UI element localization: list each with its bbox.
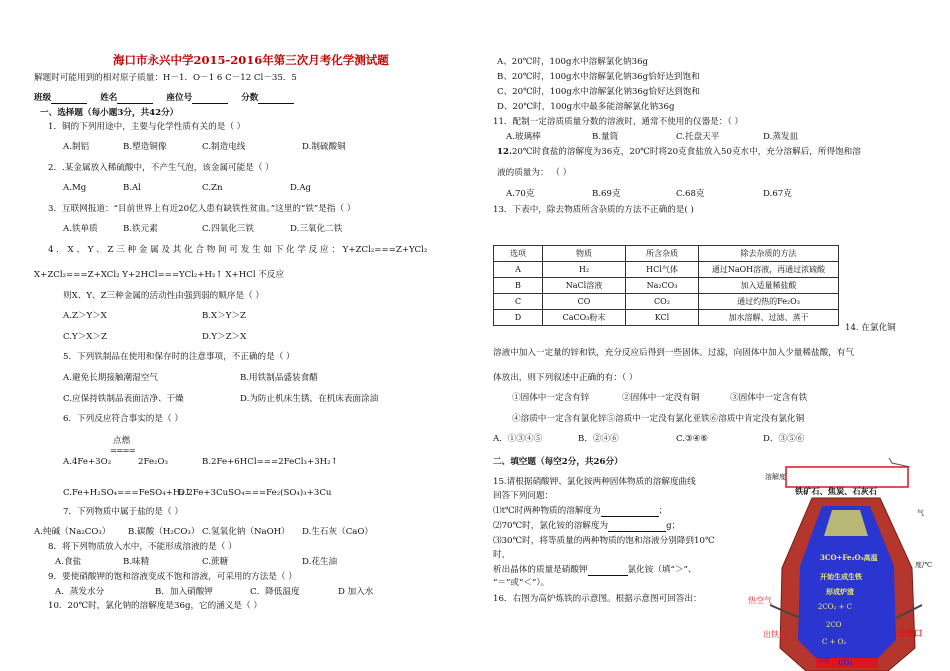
q10-option-c: C、20℃时，100g水中溶解氯化钠36g恰好达到饱和 [497,87,700,97]
slag-outlet-label: 出渣口 [897,629,923,639]
figure-bottom-co2: CO₂ [838,658,853,667]
q1-option-c: C.制造电线 [202,142,246,152]
hot-air-label: 热空气 [748,596,772,605]
table-cell: H₂ [543,262,626,278]
name-blank[interactable] [117,94,153,104]
q1-option-b: B.塑造铜像 [123,142,167,152]
q2-option-d: D.Ag [290,183,312,193]
q15-part2-text: ⑵70℃时，氯化铵的溶解度为 [493,521,609,531]
iron-outlet-label: 出铁口 [763,630,787,639]
q10-option-b: B、20℃时，100g水中溶解氯化钠36g恰好达到饱和 [497,72,700,82]
furnace-reaction-3: 形成炉渣 [826,587,854,596]
q8-option-a: A.食盐 [55,557,82,567]
furnace-reaction-1: 3CO+Fe₂O₃高温 [820,553,878,562]
q7-option-c: C.氢氧化钠（NaOH） [202,527,290,537]
q15-part3-text: 析出晶体的质量是硝酸钾 [493,565,588,575]
q15-part3-options: “＝”或“＜”）。 [493,578,550,588]
q4-option-a: A.Z＞Y＞X [63,311,107,321]
table-cell: CO [543,294,626,310]
q1-option-a: A.制铝 [63,142,90,152]
q12-stem [497,147,861,158]
q6-option-d: D.2Fe+3CuSO₄===Fe₂(SO₄)₃+3Cu [178,488,332,498]
table-row [494,262,839,278]
q11-option-c: C.托盘天平 [676,132,720,142]
q14-line1: 溶液中加入一定量的锌和铁，充分反应后得到一些固体。过滤，向固体中加入少量稀盐酸，有气 [493,348,854,358]
q3-option-c: C.四氧化三铁 [202,224,254,234]
q14-item-3: ③固体中一定含有铁 [730,393,808,403]
q4-option-c: C.Y＞X＞Z [63,332,107,342]
atomic-mass-note: 解题时可能用到的相对原子质量：H－1．O－1 6 C－12 Cl－35．5 [34,73,297,83]
figure-label-temperature: 度/℃ [915,561,933,569]
field-name: 姓名 [100,93,118,103]
q7-option-d: D.生石灰（CaO） [302,527,374,537]
q14-option-a: A．①③④⑤ [493,434,543,444]
q6-equals-sign: ==== [110,446,135,456]
q4-line2: X+ZCl₂===Z+XCl₂ Y+2HCl===YCl₂+H₂↑ X+HCl 不反应 [34,270,285,280]
q11-option-a: A.玻璃棒 [506,132,541,142]
q15-part3-cont: 时， [493,550,511,560]
q7-option-a: A.纯碱（Na₂CO₃） [34,527,111,537]
q4-option-b: B.X＞Y＞Z [202,311,246,321]
header-cell: 所含杂质 [626,246,699,262]
q8-option-c: C.蔗糖 [202,557,229,567]
q6-option-c: C.Fe+H₂SO₄===FeSO₄+H₂↑ [63,488,191,498]
q14-option-d: D．③⑤⑥ [763,434,805,444]
furnace-reaction-6: C + O₂ [822,638,847,646]
header-cell: 除去杂质的方法 [699,246,839,262]
figure-bottom-ignite: 点燃 [818,657,831,664]
table-cell: D [494,310,543,326]
q12-number: 12. [497,147,512,157]
q6-option-a-product: 2Fe₂O₃ [138,457,168,467]
table-cell: A [494,262,543,278]
q8-stem: 8．将下列物质放入水中，不能形成溶液的是（ ） [48,542,237,552]
q15-blank-2[interactable] [608,522,666,532]
q3-stem: 3．互联网报道：“目前世界上有近20亿人患有缺铁性贫血。”这里的“铁”是指（ ） [48,204,356,214]
field-score: 分数 [241,93,259,103]
header-cell: 物质 [543,246,626,262]
seat-blank[interactable] [192,94,228,104]
table-cell: CO₂ [626,294,699,310]
q15-part3-hint: 氯化铵（填“＞”、 [627,565,697,575]
table-cell: CaCO₃粉末 [543,310,626,326]
q9-stem: 9．要使硝酸钾的饱和溶液变成不饱和溶液，可采用的方法是（ ） [48,572,297,582]
gas-outlet-pipe [888,458,910,467]
section1-heading: 一、选择题（每小题3分，共42分） [40,108,179,118]
q12-line2: 液的质量为： （ ） [497,168,572,178]
q1-option-d: D.制硫酸铜 [302,142,346,152]
q14-option-c: C.③④⑥ [676,434,709,444]
table-cell: 加入适量稀盐酸 [699,278,839,294]
table-row [494,294,839,310]
field-class: 班级 [34,93,52,103]
q5-option-a: A.避免长期接触潮湿空气 [63,373,158,383]
q15-line2: 回答下列问题： [493,491,554,501]
q9-option-a: A．蒸发水分 [55,587,105,597]
q5-option-b: B.用铁制品盛装食醋 [240,373,318,383]
q2-option-b: B.Al [123,183,142,193]
top-input-box [786,467,908,487]
q14-item-1: ①固体中一定含有锌 [512,393,590,403]
q14-option-b: B．②④⑥ [578,434,619,444]
q5-option-d: D.为防止机床生锈，在机床表面涂油 [240,394,379,404]
q4-option-d: D.Y＞Z＞X [202,332,247,342]
q15-part2-unit: g； [666,521,681,531]
q11-option-b: B.量筒 [592,132,619,142]
q6-condition: 点燃 [113,436,131,446]
q15-part1-text: ⑴t℃时两种物质的溶解度为 [493,506,601,516]
q9-option-d: D 加入水 [338,587,374,597]
field-seat: 座位号 [166,93,193,103]
table-header-row [494,246,839,262]
q12-option-d: D.67克 [763,189,792,199]
q6-option-b: B.2Fe+6HCl===2FeCl₃+3H₂↑ [202,457,338,467]
q12-text: 20℃时食盐的溶解度为36克，20℃时将20克食盐放入50克水中，充分溶解后，所得饱和溶 [511,147,861,157]
q8-option-b: B.味精 [123,557,150,567]
q1-stem: 1．铜的下列用途中，主要与化学性质有关的是（ ） [48,122,246,132]
q11-option-d: D.蒸发皿 [763,132,799,142]
q13-table [493,245,839,326]
student-info-fields [34,93,294,104]
table-cell: 通过灼热的Fe₂O₃ [699,294,839,310]
class-blank[interactable] [51,94,87,104]
figure-label-gas: 气 [917,509,924,517]
q9-option-c: C．降低温度 [250,587,300,597]
q4-line1: 4 ． X 、 Y 、 Z 三 种 金 属 及 其 化 合 物 间 可 发 生 如 下 化 学 反 应 ： Y+ZCl₂===Z+YCl₂ [48,245,428,255]
table-row [494,278,839,294]
q15-blank-3[interactable] [588,566,628,576]
table-row [494,310,839,326]
q6-stem: 6．下列反应符合事实的是（ ） [63,414,183,424]
q15-part3: ⑶30℃时，将等质量的两种物质的饱和溶液分别降到10℃ [493,536,715,546]
q12-option-a: A.70克 [506,189,535,199]
header-cell: 选项 [494,246,543,262]
q8-option-d: D.花生油 [302,557,338,567]
q5-option-c: C.应保持铁制品表面洁净、干燥 [63,394,184,404]
q2-stem: 2．.某金属放入稀硫酸中，不产生气泡，该金属可能是（ ） [48,163,274,173]
q14-item-4: ④溶质中一定含有氯化锌⑤溶质中一定没有氯化亚铁⑥溶质中肯定没有氯化铜 [512,414,805,424]
table-cell: Na₂CO₃ [626,278,699,294]
q7-option-b: B.碳酸（H₂CO₃） [128,527,200,537]
q10-option-d: D、20℃时，100g水中最多能溶解氯化钠36g [497,102,675,112]
q10-stem: 10．20℃时，氯化钠的溶解度是36g，它的涵义是（ ） [48,601,262,611]
figure-label-solubility: 溶解度 [765,473,786,481]
table-cell: C [494,294,543,310]
q15-part1 [493,506,667,517]
figure-top-label: 铁矿石、焦炭、石灰石 [795,486,877,496]
q10-option-a: A、20℃时，100g水中溶解氯化钠36g [497,57,649,67]
table-cell: KCl [626,310,699,326]
q15-part3-line [493,565,697,576]
q15-blank-1[interactable] [601,507,659,517]
q16-stem: 16．右图为高炉炼铁的示意图。根据示意图可回答出： [493,594,702,604]
q11-stem: 11．配制一定溶质质量分数的溶液时，通常不使用的仪器是：（ ） [493,117,743,127]
furnace-reaction-5: 2CO [826,621,842,629]
table-cell: 通过NaOH溶液，再通过浓硫酸 [699,262,839,278]
furnace-reaction-4: 2CO₂ + C [818,603,853,611]
q3-option-b: B.铁元素 [123,224,158,234]
q7-stem: 7．下列物质中属于盐的是（ ） [63,507,183,517]
q13-stem: 13．下表中，除去物质所含杂质的方法不正确的是( ) [493,205,694,215]
q3-option-d: D.三氧化二铁 [290,224,343,234]
q6-option-a: A.4Fe+3O₂ [63,457,112,467]
table-cell: 加水溶解、过滤、蒸干 [699,310,839,326]
q4-line3: 则X、Y、Z三种金属的活动性由强到弱的顺序是（ ） [63,291,264,301]
table-cell: HCl气体 [626,262,699,278]
q5-stem: 5．下列铁制品在使用和保存时的注意事项，不正确的是（ ） [63,352,295,362]
score-blank[interactable] [258,94,294,104]
section2-heading: 二、填空题（每空2分，共26分） [493,457,623,467]
page-title: 海口市永兴中学2015-2016年第三次月考化学测试题 [113,53,389,67]
q15-part2 [493,521,680,532]
table-cell: NaCl溶液 [543,278,626,294]
q14-stem: 14. 在氯化铜 [845,323,896,333]
q12-option-c: C.68克 [676,189,705,199]
q2-option-a: A.Mg [63,183,87,193]
q9-option-b: B．加入硝酸钾 [155,587,213,597]
q12-option-b: B.69克 [592,189,621,199]
q2-option-c: C.Zn [202,183,223,193]
q15-line1: 15.请根据硝酸钾、氯化铵两种固体物质的溶解度曲线 [493,477,696,487]
q15-part1-end: ； [658,506,668,516]
furnace-reaction-2: 开始生成生铁 [820,572,862,581]
q14-line2: 体放出，则下列叙述中正确的有：（ ） [493,373,638,383]
table-cell: B [494,278,543,294]
q3-option-a: A.铁单质 [63,224,98,234]
q14-item-2: ②固体中一定没有铜 [622,393,700,403]
